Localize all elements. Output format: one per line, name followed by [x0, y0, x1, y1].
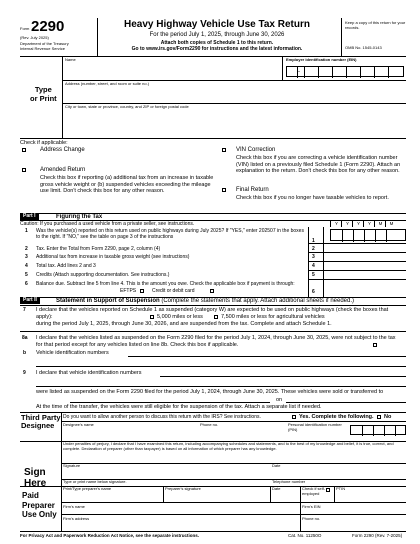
footer-form-id: Form 2290 (Rev. 7-2025) — [352, 533, 403, 538]
firm-ein-label: Firm's EIN — [302, 504, 321, 509]
line9-on-label: on — [276, 397, 283, 403]
city-label: City or town, state or province, country, and ZIP or foreign postal code — [65, 104, 189, 109]
ptin-label: PTIN — [336, 486, 346, 491]
address-field[interactable] — [63, 87, 403, 100]
ym-header-cell: M — [374, 220, 386, 227]
card-checkbox[interactable] — [210, 289, 214, 293]
goto-note: Go to www.irs.gov/Form2290 for instructions and the latest information. — [131, 46, 303, 52]
type-or-print-label: Type or Print — [30, 85, 57, 103]
line7-5000-checkbox[interactable] — [150, 315, 154, 319]
line8b-vin-field-2[interactable] — [36, 358, 406, 366]
line-number: 4 — [25, 263, 28, 269]
line8a-text: I declare that the vehicles listed as suspended on the Form 2290 filed for the period July 1, 2024, through June 30, 2025, were not subject to the tax for that period except for any vehicles listed on line 8b. Check this box if applicable. — [36, 335, 396, 348]
amended-return-desc: Check this box if reporting (a) additional tax from an increase in taxable gross vehicle weight or (b) suspended vehicles exceeding the mileage use limit. Don't check this box for any other reason. — [40, 175, 214, 195]
ein-label: Employer identification number (EIN) — [286, 57, 357, 62]
penalties-statement: Under penalties of perjury, I declare that I have examined this return, including accompanying schedules and statements, and to the best of my knowledge and belief, it is true, correct, and complete. Declaration of preparer (other than taxpayer) is based on all information of which preparer has any knowledge. — [63, 441, 394, 451]
line-box-number: 1 — [312, 238, 315, 244]
line9-text: I declare that vehicle identification numbers — [36, 370, 142, 376]
ym-header-cell: Y — [330, 220, 342, 227]
line-number: 8a — [22, 335, 28, 341]
designee-name-label: Designee's name — [63, 422, 94, 427]
designee-yes-checkbox[interactable] — [292, 415, 296, 419]
sign-here-heading: Sign Here — [24, 467, 47, 489]
line-box-number: 6 — [312, 289, 315, 295]
firm-address-field[interactable] — [92, 515, 298, 529]
preparer-date-label: Date — [272, 486, 281, 491]
check-applicable-heading: Check if applicable: — [20, 140, 68, 146]
telephone-field[interactable] — [272, 470, 402, 478]
telephone-label: Telephone number — [272, 479, 306, 484]
line9-note: At the time of the transfer, the vehicles were still eligible for the suspension of the tax. Attach a separate list if needed. — [36, 404, 322, 410]
city-field[interactable] — [63, 110, 403, 135]
designee-pin-label: Personal identification number (PIN) — [288, 422, 342, 432]
line4-text: Total tax. Add lines 2 and 3 — [36, 263, 96, 269]
line-box-number: 5 — [312, 272, 315, 278]
final-return-checkbox[interactable] — [222, 188, 226, 192]
department: Department of the Treasury — [20, 41, 69, 46]
line-number: 2 — [25, 246, 28, 252]
preparer-date-field[interactable] — [272, 492, 298, 501]
line4-amount-field[interactable] — [324, 262, 406, 269]
line7-7500-checkbox[interactable] — [214, 315, 218, 319]
ym-header-cell: M — [385, 220, 397, 227]
line1-ym-field[interactable] — [330, 229, 406, 241]
line9-vin-field[interactable] — [160, 370, 406, 376]
designee-phone-field[interactable] — [222, 424, 284, 439]
form-label: Form — [20, 26, 30, 31]
line-number: b — [23, 350, 27, 356]
line3-amount-field[interactable] — [324, 253, 406, 260]
printed-name-field[interactable] — [63, 470, 269, 478]
designee-pin-field[interactable] — [350, 425, 406, 435]
amended-return-label: Amended Return — [40, 167, 86, 173]
eftps-checkbox[interactable] — [140, 289, 144, 293]
line3-text: Additional tax from increase in taxable gross weight (see instructions) — [36, 254, 190, 260]
part2-title: Statement in Support of Suspension — [56, 297, 160, 304]
line-number: 1 — [25, 228, 28, 234]
line8b-label: Vehicle identification numbers — [36, 350, 109, 356]
form-number: 2290 — [31, 18, 65, 35]
preparer-signature-field[interactable] — [165, 492, 269, 501]
signature-field[interactable] — [63, 452, 269, 462]
line-number: 7 — [23, 307, 26, 313]
revision-date: (Rev. July 2025) — [20, 35, 49, 40]
ptin-field[interactable] — [336, 492, 404, 501]
sign-date-label: Date — [272, 463, 281, 468]
amended-return-checkbox[interactable] — [22, 168, 26, 172]
name-field[interactable] — [63, 63, 282, 79]
signature-label: Signature — [63, 463, 81, 468]
line7-text: I declare that the vehicles reported on Schedule 1 as suspended (category W) are expected to be used on public highways (check the boxes that apply): — [36, 307, 389, 320]
vin-correction-checkbox[interactable] — [222, 148, 226, 152]
line7-7500-label: 7,500 miles or less for agricultural vehicles — [221, 314, 325, 320]
catalog-number: Cat. No. 11250O — [288, 533, 322, 538]
firm-address-label: Firm's address — [63, 516, 90, 521]
designee-yes-text: Yes. Complete the following. — [299, 414, 374, 420]
line5-text: Credits (Attach supporting documentation. See instructions.) — [36, 272, 170, 278]
preparer-name-label: Print/Type preparer's name — [63, 486, 112, 491]
card-label: Credit or debit card — [152, 288, 195, 294]
attach-note: Attach both copies of Schedule 1 to this return. — [160, 40, 274, 46]
designee-name-field[interactable] — [63, 428, 193, 439]
keep-copy-note: Keep a copy of this return for your records. — [345, 20, 406, 30]
designee-no-label: No — [384, 414, 392, 420]
final-return-label: Final Return — [236, 187, 269, 193]
preparer-name-field[interactable] — [63, 492, 161, 501]
firm-phone-label: Phone no. — [302, 516, 321, 521]
line-number: 3 — [25, 254, 28, 260]
line8b-vin-field[interactable] — [128, 350, 406, 356]
address-change-checkbox[interactable] — [22, 148, 26, 152]
line8a-checkbox[interactable] — [373, 343, 377, 347]
eftps-label: EFTPS — [120, 288, 137, 294]
ym-header-cell: Y — [352, 220, 364, 227]
line9-date-field[interactable] — [286, 396, 406, 402]
type-name-label: Type or print name below signature. — [63, 479, 127, 484]
vin-correction-desc: Check this box if you are correcting a vehicle identification number (VIN) listed on a previously filed Schedule 1 (Form 2290). Attach an explanation to the return. Don't check this box for any other reason. — [236, 155, 401, 175]
firm-phone-field[interactable] — [325, 515, 405, 529]
tax-period: For the period July 1, 2025, through June 30, 2026 — [149, 32, 285, 38]
line6-text: Balance due. Subtract line 5 from line 4. This is the amount you owe. Check the applicable box if payment is through: — [36, 281, 295, 287]
part1-caution: Caution: If you purchased a used vehicle from a private seller, see instructions. — [20, 221, 195, 227]
line5-amount-field[interactable] — [324, 271, 406, 278]
ein-field[interactable] — [286, 66, 404, 77]
part1-title: Figuring the Tax — [56, 213, 103, 220]
designee-yes-label — [299, 414, 374, 421]
omb-number: OMB No. 1545-0143 — [345, 45, 382, 50]
third-party-question: Do you want to allow another person to discuss this return with the IRS? See instructions. — [63, 414, 261, 420]
address-change-label: Address Change — [40, 147, 85, 153]
line6-amount-field[interactable] — [324, 286, 406, 296]
firm-name-field[interactable] — [90, 503, 300, 512]
line2-amount-field[interactable] — [324, 244, 406, 251]
line-number: 9 — [23, 370, 26, 376]
third-party-heading: Third Party Designee — [21, 413, 61, 430]
firm-ein-field[interactable] — [325, 503, 405, 512]
line2-text: Tax. Enter the Total from Form 2290, page 2, column (4) — [36, 246, 161, 252]
line-number: 5 — [25, 272, 28, 278]
sign-date-field[interactable] — [272, 452, 402, 462]
part2-heading — [56, 298, 406, 306]
preparer-signature-label: Preparer's signature — [165, 486, 201, 491]
designee-no-checkbox[interactable] — [377, 415, 381, 419]
line7-continuation: during the period July 1, 2025, through June 30, 2026, and are suspended from the tax. Complete and attach Schedule 1. — [36, 321, 332, 327]
ym-header-row — [330, 220, 406, 227]
line-number: 6 — [25, 281, 28, 287]
self-employed-label: Check if self-employed — [302, 486, 326, 496]
designee-phone-label: Phone no. — [200, 422, 219, 427]
vin-correction-label: VIN Correction — [236, 147, 276, 153]
preparer-heading: Paid Preparer Use Only — [22, 491, 57, 519]
part1-label: Part I — [20, 213, 39, 220]
self-employed-checkbox[interactable] — [326, 488, 330, 492]
firm-name-label: Firm's name — [63, 504, 85, 509]
name-label: Name — [65, 57, 76, 62]
agency: Internal Revenue Service — [20, 46, 65, 51]
address-label: Address (number, street, and room or suite no.) — [65, 81, 150, 86]
line-box-number: 2 — [312, 246, 315, 252]
final-return-desc: Check this box if you no longer have taxable vehicles to report. — [236, 195, 389, 201]
line9-transferee-field[interactable] — [70, 396, 270, 402]
line1-text: Was the vehicle(s) reported on this return used on public highways during July 2025? If "YES," enter 202507 in the boxes to the right. If "NO," see the table on page 3 of the instructions — [36, 228, 304, 240]
ym-header-cell: Y — [363, 220, 375, 227]
privacy-notice: For Privacy Act and Paperwork Reduction Act Notice, see the separate instructions. — [20, 533, 199, 538]
form-title: Heavy Highway Vehicle Use Tax Return — [123, 19, 310, 30]
part2-title-note: (Complete the statements that apply. Attach additional sheets if needed.) — [161, 297, 355, 304]
line7-5000-label: 5,000 miles or less — [157, 314, 203, 320]
line9-listed: were listed as suspended on the Form 2290 filed for the period July 1, 2024, through June 30, 2025. These vehicles were sold or transferred to — [36, 389, 384, 395]
part2-label: Part II — [20, 297, 40, 304]
line-box-number: 4 — [312, 263, 315, 269]
ym-header-cell: Y — [341, 220, 353, 227]
ein-dash: - — [298, 69, 300, 75]
line-box-number: 3 — [312, 254, 315, 260]
